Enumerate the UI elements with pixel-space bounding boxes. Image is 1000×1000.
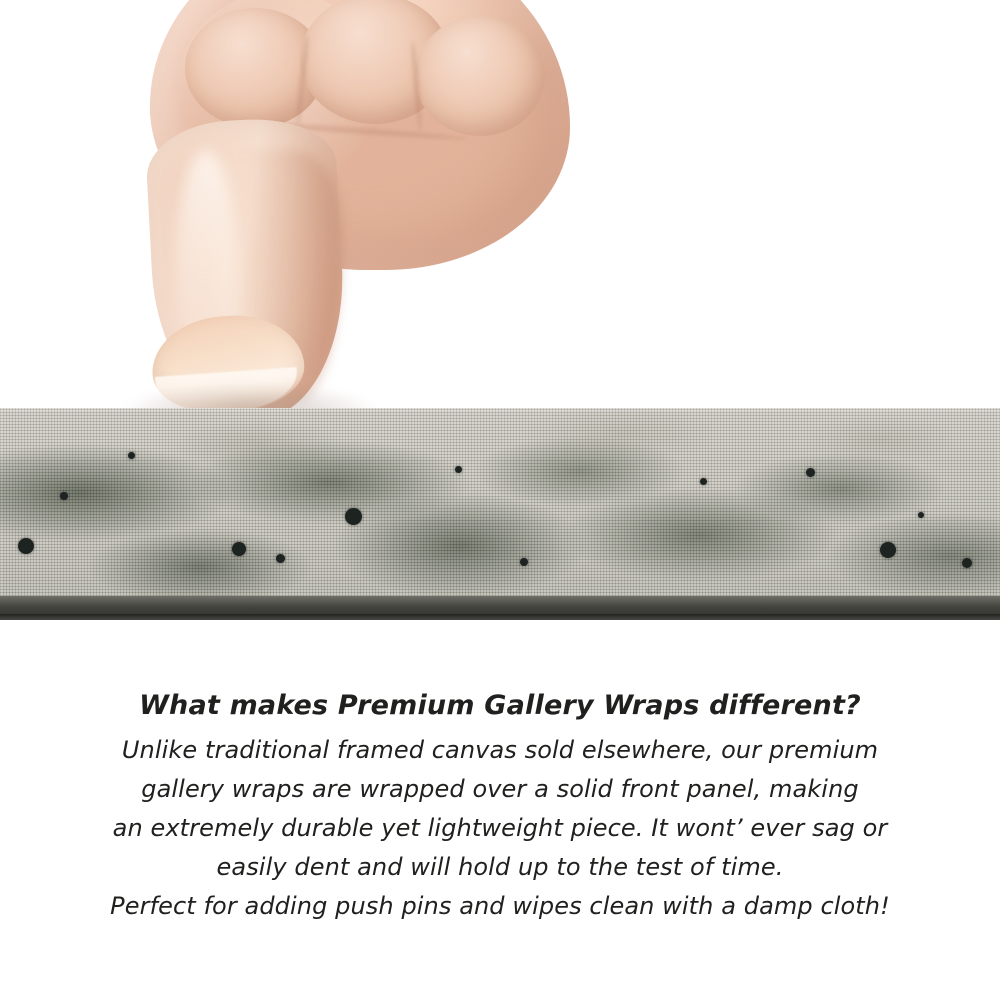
canvas-speckle [962,558,972,568]
caption-title: What makes Premium Gallery Wraps different? [139,690,861,721]
caption-block [0,690,1000,926]
canvas-speckle [880,542,896,558]
canvas-bottom-edge [0,596,1000,620]
knuckle-3 [415,16,545,136]
canvas-speckle [455,466,462,473]
canvas-speckle [60,492,68,500]
canvas-speckle [345,508,362,525]
canvas-speckle [232,542,246,556]
caption-line-4: easily dent and will hold up to the test of time. [216,853,784,881]
caption-line-2: gallery wraps are wrapped over a solid front panel, making [141,775,859,803]
caption-line-3: an extremely durable yet lightweight piece. It wont’ ever sag or [112,814,888,842]
canvas-speckle [18,538,34,554]
caption-line-1: Unlike traditional framed canvas sold elsewhere, our premium [121,736,879,764]
canvas-speckle [276,554,285,563]
canvas-speckle [128,452,135,459]
canvas-speckle [700,478,707,485]
canvas-wrap-strip [0,408,1000,620]
canvas-speckle [806,468,815,477]
finger-contact-shadow [120,382,380,410]
canvas-speckle [520,558,528,566]
caption-line-5: Perfect for adding push pins and wipes clean with a damp cloth! [110,892,890,920]
canvas-speckle [918,512,924,518]
hand-photo-region [0,0,1000,410]
canvas-artwork-texture [0,408,1000,620]
